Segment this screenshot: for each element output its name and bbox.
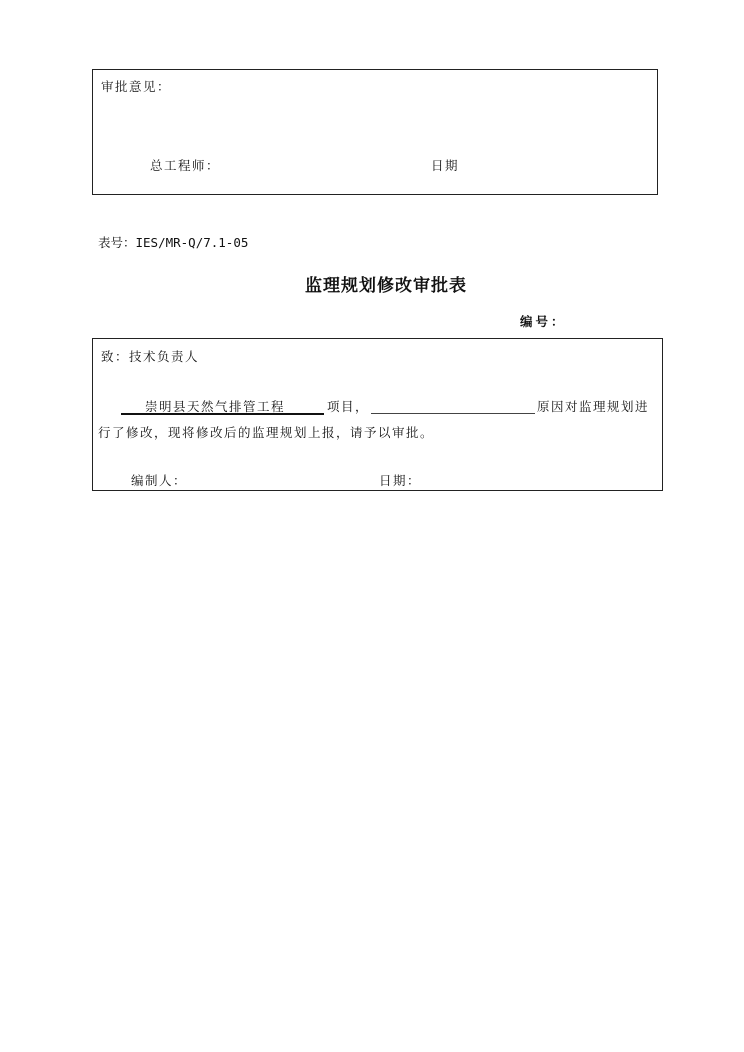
- reason-suffix: 原因对监理规划进: [537, 399, 650, 414]
- approval-date-label: 日期: [431, 158, 460, 173]
- reason-blank-line: [371, 413, 535, 414]
- compiler-label: 编制人：: [131, 473, 188, 488]
- request-body-line-2: 行了修改，现将修改后的监理规划上报，请予以审批。: [98, 425, 435, 440]
- addressee-label: 致：技术负责人: [101, 349, 200, 364]
- serial-number-label: 编号：: [520, 314, 567, 329]
- project-name: 崇明县天然气排管工程: [145, 399, 286, 414]
- request-date-label: 日期：: [379, 473, 422, 488]
- approval-opinion-label: 审批意见：: [101, 79, 172, 94]
- project-name-underline: [121, 413, 324, 415]
- page-title: 监理规划修改审批表: [305, 276, 467, 296]
- project-suffix: 项目，: [327, 399, 370, 414]
- chief-engineer-label: 总工程师：: [150, 158, 221, 173]
- approval-box: [92, 69, 658, 195]
- form-number: 表号：IES/MR-Q/7.1-05: [98, 235, 249, 250]
